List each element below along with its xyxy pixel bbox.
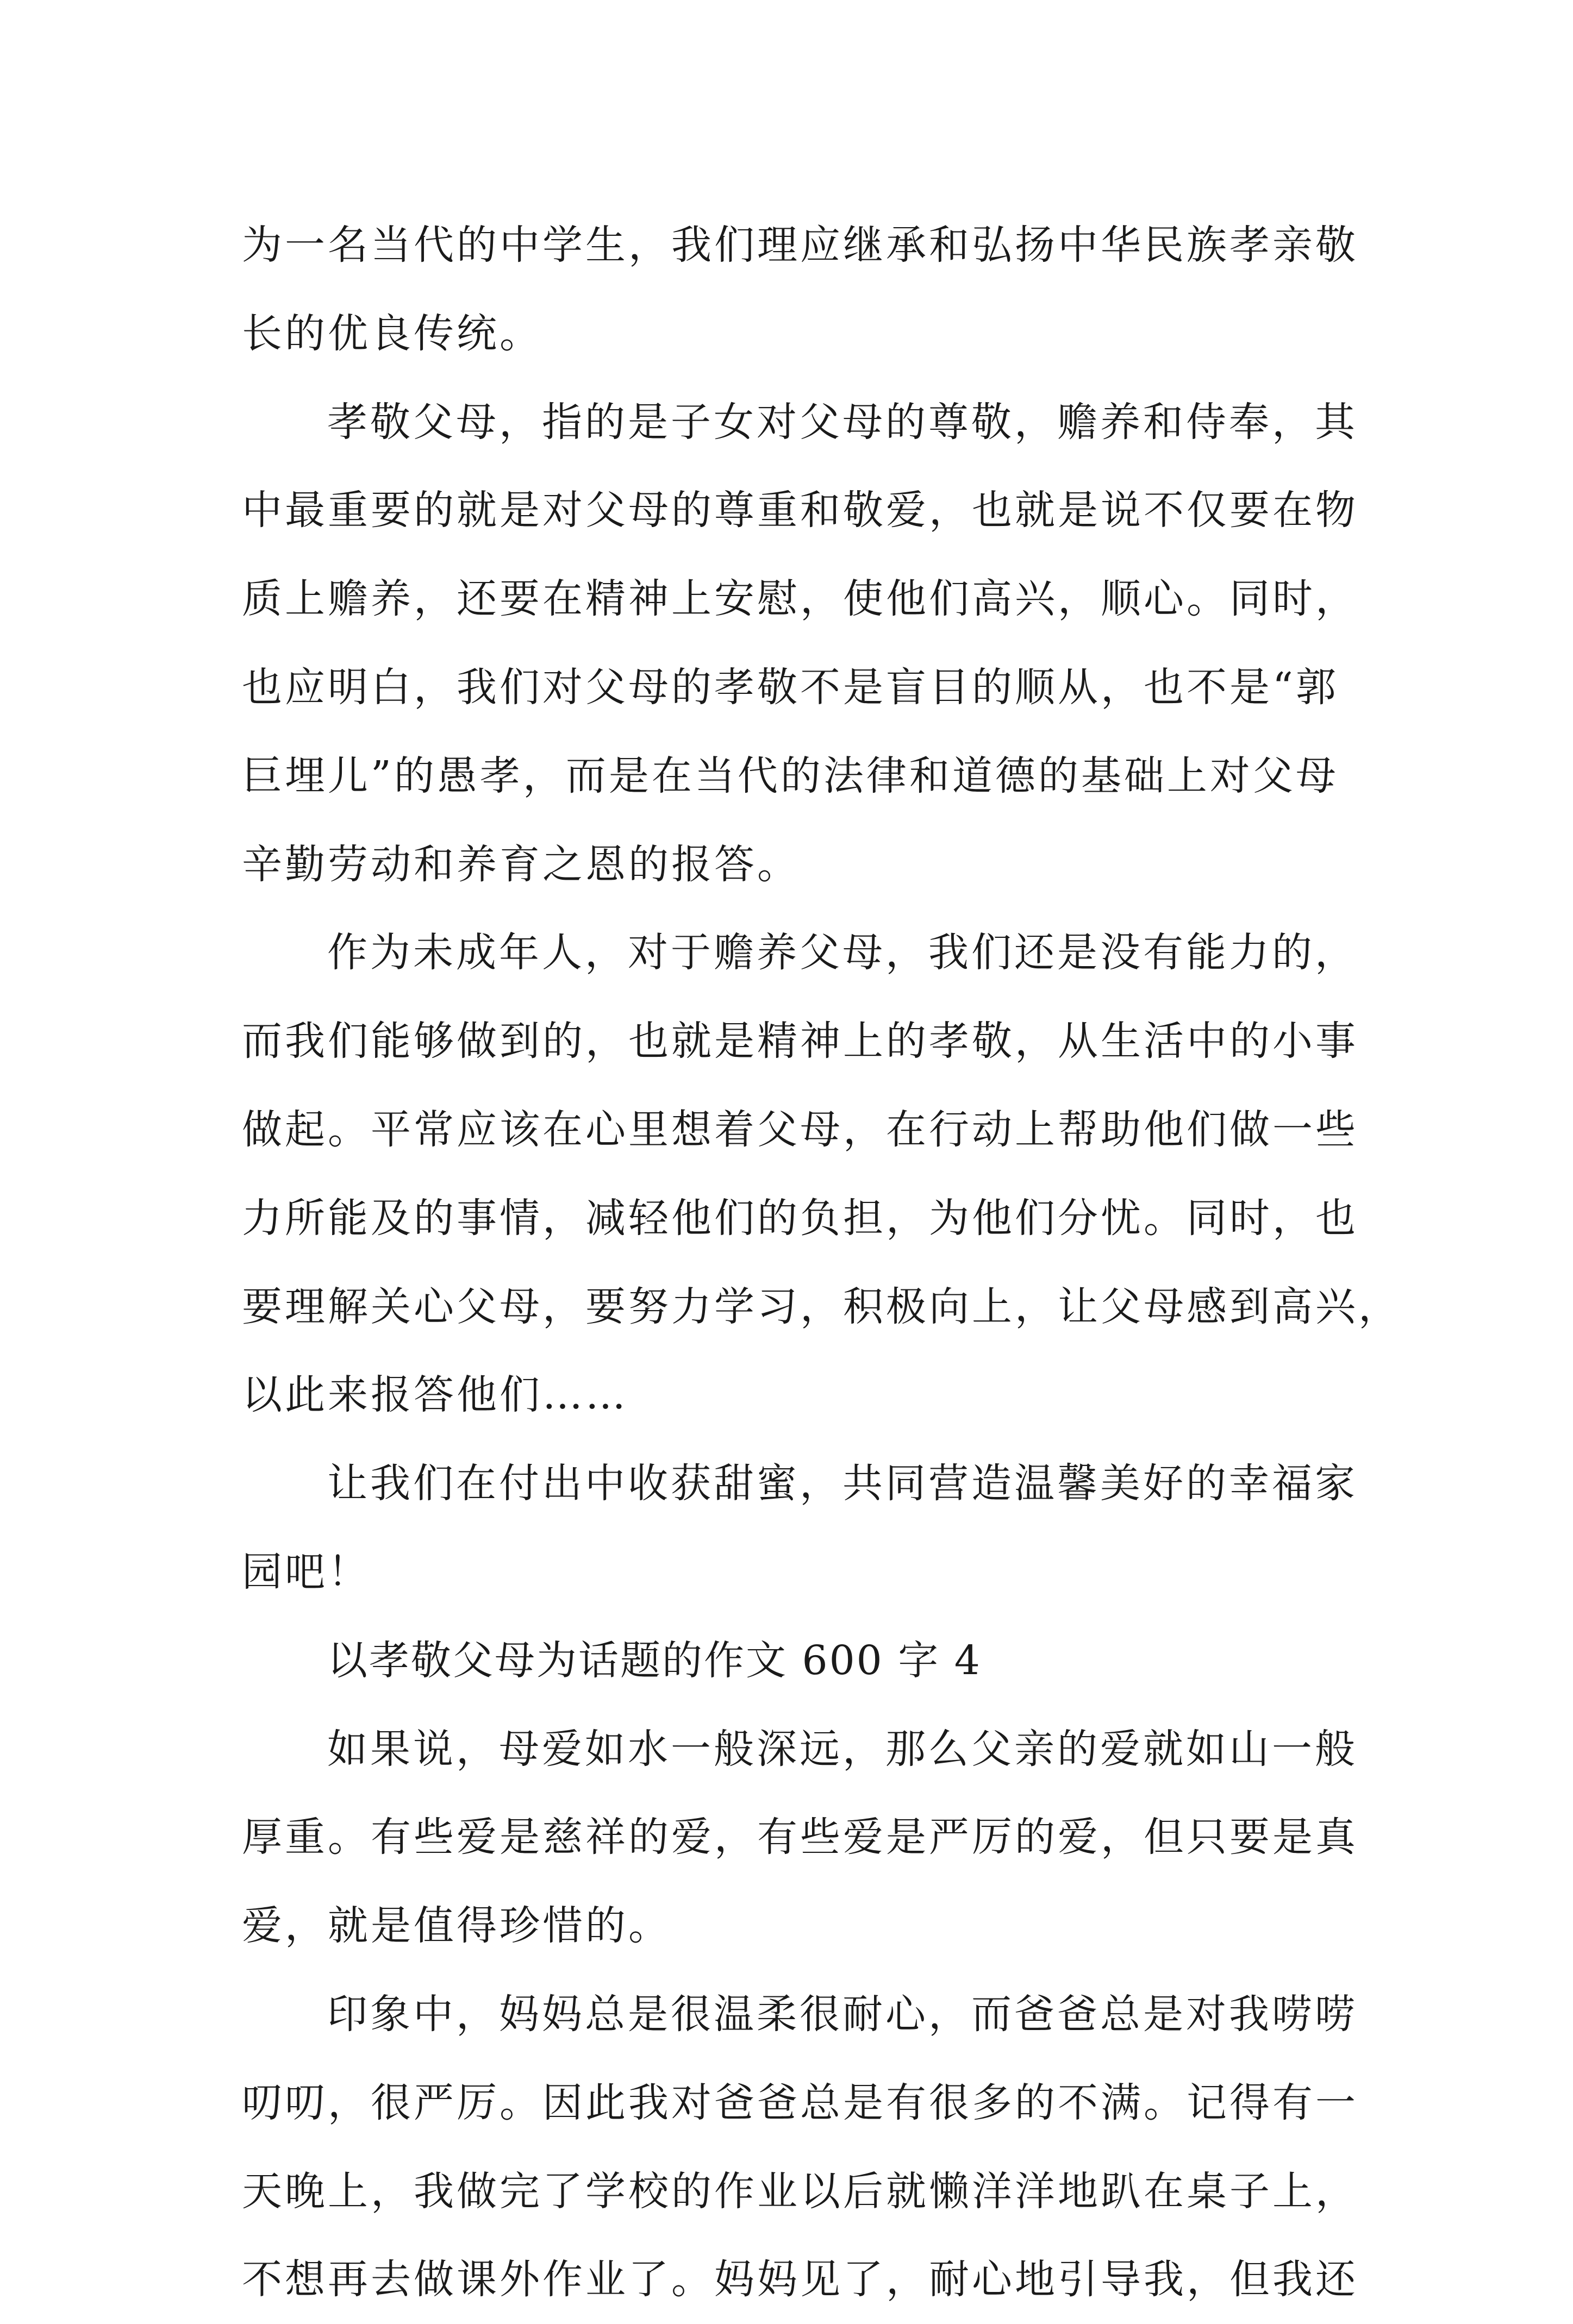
text-line: 天晚上，我做完了学校的作业以后就懒洋洋地趴在桌子上， [242,2168,1358,2215]
paragraph-start-line: 让我们在付出中收获甜蜜，共同营造温馨美好的幸福家 [327,1460,1358,1507]
text-line: 辛勤劳动和养育之恩的报答。 [242,841,800,888]
paragraph-start-line: 如果说，母爱如水一般深远，那么父亲的爱就如山一般 [327,1725,1358,1772]
text-line: 叨叨，很严厉。因此我对爸爸总是有很多的不满。记得有一 [242,2079,1358,2126]
text-line: 也应明白，我们对父母的孝敬不是盲目的顺从，也不是“郭 [242,663,1339,711]
text-line: 中最重要的就是对父母的尊重和敬爱，也就是说不仅要在物 [242,487,1358,534]
text-line: 做起。平常应该在心里想着父母，在行动上帮助他们做一些 [242,1106,1358,1153]
essay-body [242,201,1401,2324]
paragraph-start-line: 孝敬父母，指的是子女对父母的尊敬，赡养和侍奉，其 [327,398,1358,446]
text-line: 力所能及的事情，减轻他们的负担，为他们分忧。同时，也 [242,1194,1358,1242]
text-line: 质上赡养，还要在精神上安慰，使他们高兴，顺心。同时， [242,575,1358,623]
text-line: 园吧！ [242,1548,371,1595]
text-line: 爱，就是值得珍惜的。 [242,1902,671,1950]
section-heading: 以孝敬父母为话题的作文 600 字 4 [327,1637,982,1684]
text-line: 为一名当代的中学生，我们理应继承和弘扬中华民族孝亲敬 [242,222,1358,268]
paragraph-start-line: 作为未成年人，对于赡养父母，我们还是没有能力的， [327,929,1358,976]
text-line: 厚重。有些爱是慈祥的爱，有些爱是严厉的爱，但只要是真 [242,1814,1358,1861]
text-line: 而我们能够做到的，也就是精神上的孝敬，从生活中的小事 [242,1018,1358,1065]
text-line: 要理解关心父母，要努力学习，积极向上，让父母感到高兴， [242,1283,1401,1330]
text-line: 以此来报答他们…… [242,1371,628,1419]
text-line: 巨埋儿”的愚孝，而是在当代的法律和道德的基础上对父母 [242,752,1339,799]
paragraph-start-line: 印象中，妈妈总是很温柔很耐心，而爸爸总是对我唠唠 [327,1990,1358,2038]
text-line: 长的优良传统。 [242,310,542,357]
text-line: 不想再去做课外作业了。妈妈见了，耐心地引导我，但我还 [242,2256,1358,2303]
